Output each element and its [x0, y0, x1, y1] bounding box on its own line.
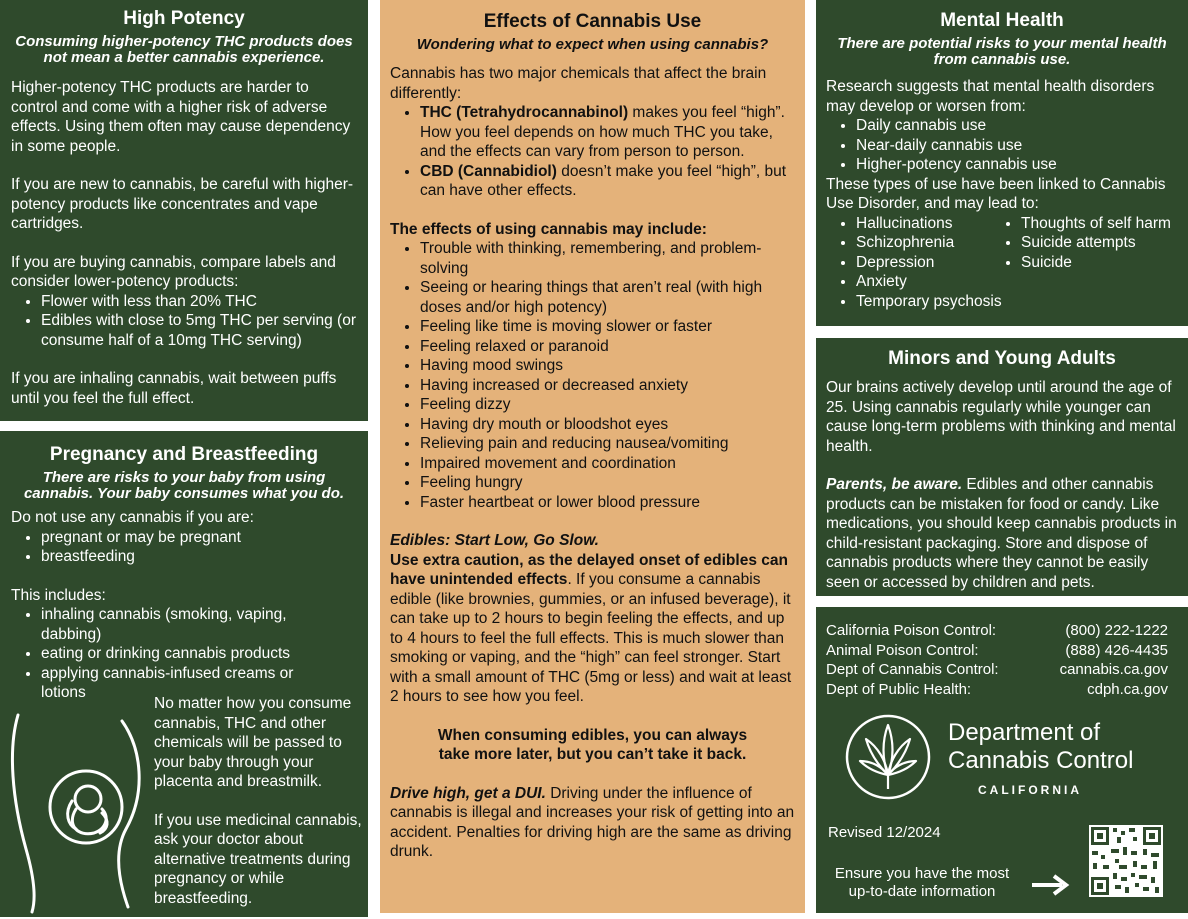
effects-title: Effects of Cannabis Use [483, 11, 702, 32]
contact-row [826, 621, 1168, 641]
high-potency-p4: If you are inhaling cannabis, wait between puffs until you feel the full effect. [11, 370, 337, 407]
pregnancy-medicinal-text: If you use medicinal cannabis, ask your doctor about alternative treatments during pregnancy or while breastfeeding. [154, 811, 362, 907]
resources-panel [816, 607, 1188, 913]
contact-label: Animal Poison Control: [826, 641, 979, 659]
contact-row [826, 660, 1168, 680]
logo-line-1: Department of [948, 719, 1101, 746]
dui-label: Drive high, get a DUI. [390, 784, 546, 802]
mental-health-subtitle: There are potential risks to your mental health from cannabis use. [837, 35, 1167, 68]
list-item: • breastfeeding [41, 547, 357, 567]
minors-p1: Our brains actively develop until around the age of 25. Using cannabis regularly while younger can cause long-term problems with thinking and mental health. [826, 379, 1176, 455]
list-item: • Feeling dizzy [420, 395, 783, 415]
contact-value[interactable]: (800) 222-1222 [1065, 622, 1168, 639]
effects-intro: Cannabis has two major chemicals that affect the brain differently: [390, 65, 767, 102]
minors-title: Minors and Young Adults [888, 348, 1116, 369]
dui-paragraph [390, 784, 795, 862]
effects-list-heading: The effects of using cannabis may include: [390, 220, 707, 238]
list-item: • Hallucinations [856, 214, 991, 234]
contact-list [826, 621, 1168, 699]
dui-text: Driving under the influence of cannabis is illegal and increases your risk of getting into an accident. Penalties for driving high are the same as driving drunk. [390, 784, 795, 860]
list-item: • Seeing or hearing things that aren’t real (with high doses and/or high potency) [420, 278, 783, 317]
pregnancy-consume-text: No matter how you consume cannabis, THC and other chemicals will be passed to your baby through your placenta and breastmilk. [154, 695, 352, 790]
list-item [420, 103, 795, 162]
list-item: • Suicide [1021, 253, 1171, 273]
list-item: • pregnant or may be pregnant [41, 528, 357, 548]
high-potency-panel [0, 0, 368, 421]
outcomes-list-2 [991, 214, 1171, 312]
high-potency-title: High Potency [123, 8, 245, 29]
thc-text: makes you feel “high”. How you feel depends on how much THC you take, and the effects can vary from person to person. [420, 104, 785, 160]
list-item: • Having dry mouth or bloodshot eyes [420, 415, 783, 435]
list-item: • Having mood swings [420, 356, 783, 376]
list-item: • Schizophrenia [856, 233, 991, 253]
list-item: • Faster heartbeat or lower blood pressure [420, 493, 783, 513]
pregnancy-panel [0, 431, 368, 917]
pregnancy-list-2 [11, 605, 357, 703]
contact-label: Dept of Public Health: [826, 680, 972, 698]
list-item: • Temporary psychosis [856, 292, 991, 312]
mental-health-use-list [826, 116, 1178, 175]
list-item: • Depression [856, 253, 991, 273]
edibles-paragraph [390, 551, 795, 707]
parents-label: Parents, be aware. [826, 476, 963, 493]
list-item [420, 162, 795, 201]
mental-health-intro: Research suggests that mental health disorders may develop or worsen from: [826, 78, 1155, 115]
outcomes-list-1 [826, 214, 1002, 312]
arrow-right-icon [1030, 873, 1070, 897]
cbd-label: CBD (Cannabidiol) [420, 162, 557, 180]
minors-panel [816, 338, 1188, 596]
list-item: • inhaling cannabis (smoking, vaping, dabbing) [41, 605, 317, 644]
effects-subtitle: Wondering what to expect when using cannabis? [416, 36, 769, 53]
mental-health-outcomes [826, 214, 1178, 312]
list-item: • Having increased or decreased anxiety [420, 376, 783, 396]
effects-panel [380, 0, 805, 913]
list-item: • Relieving pain and reducing nausea/vomiting [420, 434, 783, 454]
parents-text: Edibles and other cannabis products can be mistaken for food or candy. Like medications, you should keep cannabis products in child-resistant packaging. Store and dispose of cannabis products where they cannot be easily seen or accessed by children and pets. [826, 476, 1177, 591]
effects-list [390, 239, 795, 512]
mental-health-linked: These types of use have been linked to Cannabis Use Disorder, and may lead to: [826, 175, 1166, 212]
list-item: • applying cannabis-infused creams or lotions [41, 664, 317, 703]
list-item: • Daily cannabis use [856, 116, 1178, 136]
list-item: • Edibles with close to 5mg THC per serving (or consume half of a 10mg THC serving) [41, 311, 357, 350]
list-item: • Suicide attempts [1021, 233, 1171, 253]
pregnancy-list-1 [11, 528, 357, 567]
list-item: • Near-daily cannabis use [856, 136, 1178, 156]
thc-label: THC (Tetrahydrocannabinol) [420, 104, 629, 121]
high-potency-subtitle: Consuming higher-potency THC products does not mean a better cannabis experience. [15, 33, 353, 66]
pregnancy-icon [6, 709, 146, 914]
pregnancy-includes: This includes: [11, 586, 106, 604]
cbd-text: doesn’t make you feel “high”, but can have other effects. [420, 162, 787, 199]
minors-parents [826, 475, 1178, 592]
qr-code-icon[interactable] [1089, 825, 1163, 897]
high-potency-p1: Higher-potency THC products are harder to control and come with a higher risk of adverse effects. Using them often may cause dependency in some people. [11, 79, 351, 155]
contact-value[interactable]: cannabis.ca.gov [1059, 661, 1168, 678]
list-item: • Feeling hungry [420, 473, 783, 493]
mental-health-title: Mental Health [940, 10, 1064, 31]
high-potency-list [11, 292, 357, 351]
edibles-callout: When consuming edibles, you can always take more later, but you can’t take it back. [437, 726, 748, 763]
list-item: • Higher-potency cannabis use [856, 155, 1178, 175]
mental-health-panel [816, 0, 1188, 326]
list-item: • Anxiety [856, 272, 991, 292]
list-item: • Impaired movement and coordination [420, 454, 783, 474]
edibles-warning: Use extra caution, as the delayed onset of edibles can have unintended effects [390, 551, 788, 588]
pregnancy-intro: Do not use any cannabis if you are: [11, 509, 254, 526]
list-item: • Flower with less than 20% THC [41, 292, 357, 312]
list-item: • Trouble with thinking, remembering, and problem-solving [420, 239, 783, 278]
contact-label: Dept of Cannabis Control: [826, 661, 999, 678]
logo-line-3: CALIFORNIA [978, 783, 1082, 797]
high-potency-p3: If you are buying cannabis, compare labels and consider lower-potency products: [11, 253, 336, 290]
pregnancy-title: Pregnancy and Breastfeeding [49, 444, 319, 465]
edibles-text: . If you consume a cannabis edible (like brownies, gummies, or an infused beverage), it can take up to 2 hours to begin feeling the effects, and up to 4 hours to feel the full effects. This is much slower than smoking or vaping, and the “high” can feel stronger. Start with a small amount of THC (5mg or less) and wait at least 2 hours to see how you feel. [390, 571, 792, 705]
list-item: • Thoughts of self harm [1021, 214, 1171, 234]
contact-label: California Poison Control: [826, 622, 997, 639]
edibles-heading: Edibles: Start Low, Go Slow. [390, 532, 599, 549]
revised-date: Revised 12/2024 [828, 824, 941, 841]
dcc-logo [844, 713, 1174, 803]
chemicals-list [390, 103, 795, 201]
contact-row [826, 680, 1168, 700]
high-potency-p2: If you are new to cannabis, be careful with higher-potency products like concentrates and vape cartridges. [11, 176, 354, 232]
cannabis-leaf-icon [844, 713, 932, 801]
list-item: • Feeling relaxed or paranoid [420, 337, 783, 357]
logo-line-2: Cannabis Control [948, 747, 1134, 774]
contact-value[interactable]: (888) 426-4435 [1065, 641, 1168, 659]
contact-row [826, 641, 1168, 661]
ensure-text: Ensure you have the most up-to-date information [834, 865, 1010, 900]
pregnancy-subtitle: There are risks to your baby from using cannabis. Your baby consumes what you do. [23, 469, 345, 502]
list-item: • Feeling like time is moving slower or faster [420, 317, 783, 337]
contact-value[interactable]: cdph.ca.gov [1087, 680, 1168, 698]
list-item: • eating or drinking cannabis products [41, 644, 317, 664]
